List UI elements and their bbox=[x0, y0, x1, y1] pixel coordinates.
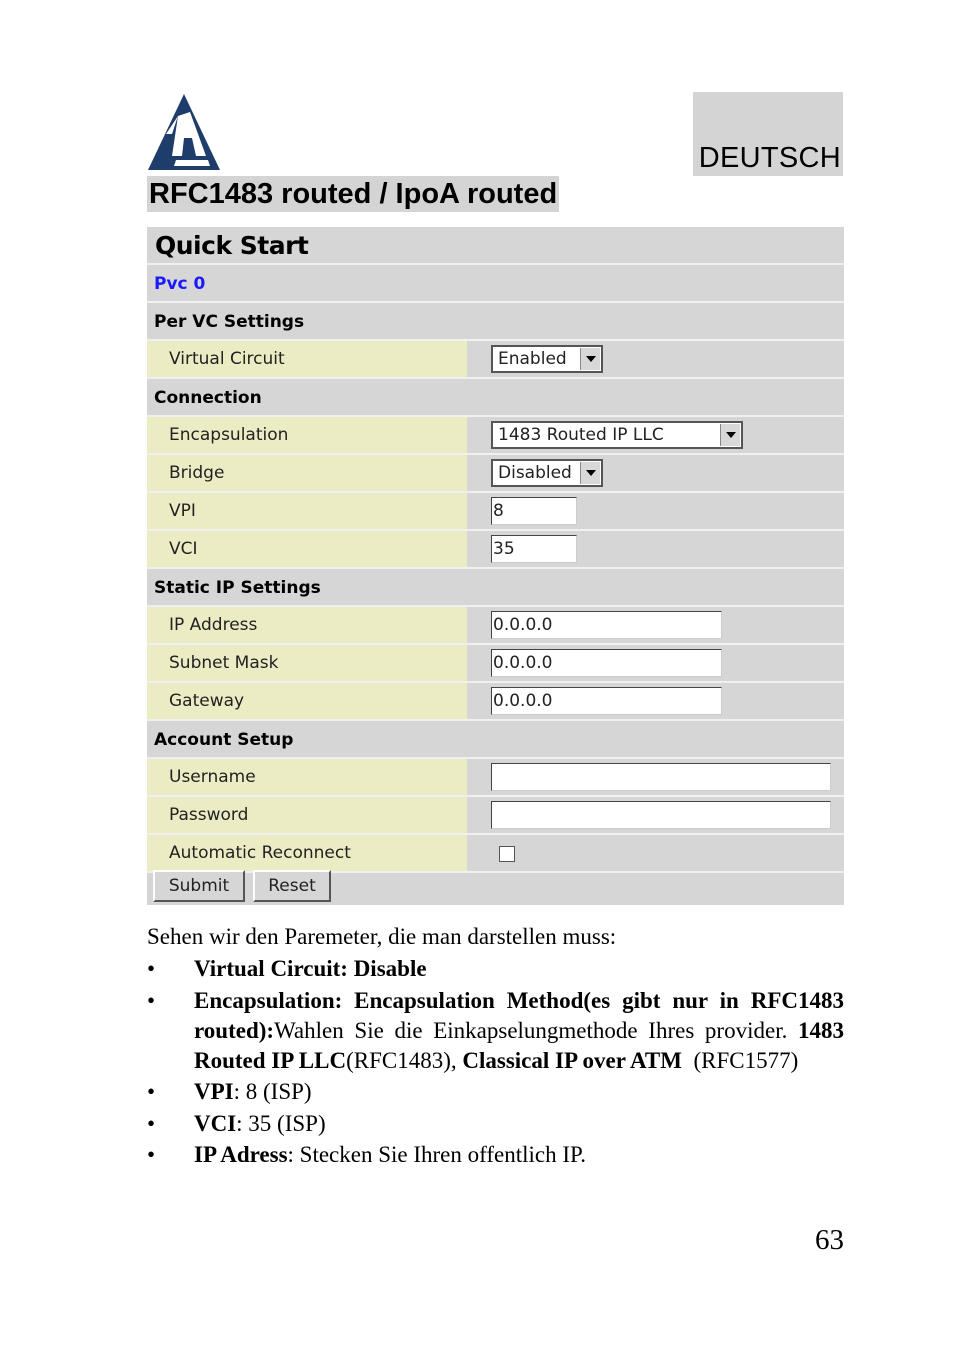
gateway-row bbox=[147, 683, 844, 721]
intro-text: Sehen wir den Paremeter, die man darstellen muss: bbox=[147, 924, 617, 949]
virtual-circuit-row bbox=[147, 341, 844, 379]
encapsulation-select[interactable] bbox=[491, 421, 743, 449]
encapsulation-row bbox=[147, 417, 844, 455]
bridge-label: Bridge bbox=[147, 455, 467, 491]
auto-reconnect-checkbox[interactable] bbox=[499, 846, 515, 862]
ip-address-row bbox=[147, 607, 844, 645]
subnet-mask-label: Subnet Mask bbox=[147, 645, 467, 681]
vpi-row bbox=[147, 493, 844, 531]
reset-button[interactable]: Reset bbox=[253, 870, 331, 902]
ip-address-input[interactable]: 0.0.0.0 bbox=[491, 611, 722, 639]
username-label: Username bbox=[147, 759, 467, 795]
quick-start-panel bbox=[147, 227, 844, 905]
list-item-bold: Virtual Circuit: Disable bbox=[194, 956, 427, 981]
list-item-bold: 1483 Routed IP LLC bbox=[194, 1017, 844, 1073]
bridge-value: Disabled bbox=[498, 463, 572, 483]
vpi-input[interactable]: 8 bbox=[491, 497, 577, 525]
auto-reconnect-label: Automatic Reconnect bbox=[147, 835, 467, 871]
virtual-circuit-value: Enabled bbox=[498, 349, 567, 369]
vci-label: VCI bbox=[147, 531, 467, 567]
connection-heading: Connection bbox=[147, 379, 844, 417]
panel-title: Quick Start bbox=[147, 227, 844, 265]
per-vc-heading: Per VC Settings bbox=[147, 303, 844, 341]
submit-button[interactable]: Submit bbox=[153, 870, 245, 902]
list-item-text: : 35 (ISP) bbox=[236, 1110, 326, 1136]
page-number: 63 bbox=[815, 1224, 844, 1256]
list-item-text: (RFC1483), bbox=[346, 1047, 463, 1073]
language-label: DEUTSCH bbox=[698, 142, 841, 174]
list-item bbox=[147, 1109, 844, 1139]
username-row bbox=[147, 759, 844, 797]
list-item-text: : 8 (ISP) bbox=[233, 1079, 312, 1104]
vci-row bbox=[147, 531, 844, 569]
vpi-label: VPI bbox=[147, 493, 467, 529]
gateway-input[interactable]: 0.0.0.0 bbox=[491, 687, 722, 715]
list-item-bold: VPI bbox=[194, 1079, 234, 1104]
username-input[interactable] bbox=[491, 763, 831, 791]
list-item bbox=[147, 1077, 844, 1107]
account-setup-heading: Account Setup bbox=[147, 721, 844, 759]
chevron-down-icon[interactable] bbox=[720, 424, 740, 446]
password-label: Password bbox=[147, 797, 467, 833]
list-item bbox=[147, 1140, 844, 1170]
virtual-circuit-label: Virtual Circuit bbox=[147, 341, 467, 377]
static-ip-heading: Static IP Settings bbox=[147, 569, 844, 607]
list-item bbox=[147, 954, 844, 984]
list-item-bold: Encapsulation: Encapsulation Method(es gibt nur in RFC1483 routed): bbox=[194, 987, 844, 1043]
subnet-mask-input[interactable]: 0.0.0.0 bbox=[491, 649, 722, 677]
section-title: RFC1483 routed / IpoA routed bbox=[149, 178, 558, 210]
chevron-down-icon[interactable] bbox=[580, 348, 600, 370]
pvc-link[interactable]: Pvc 0 bbox=[147, 265, 844, 303]
list-item-bold: Classical IP over ATM bbox=[462, 1047, 682, 1073]
vci-input[interactable]: 35 bbox=[491, 535, 577, 563]
bridge-select[interactable] bbox=[491, 459, 603, 487]
encapsulation-value: 1483 Routed IP LLC bbox=[498, 425, 664, 445]
list-item bbox=[147, 986, 844, 1076]
atlantis-logo-icon bbox=[148, 94, 220, 170]
chevron-down-icon[interactable] bbox=[580, 462, 600, 484]
bridge-row bbox=[147, 455, 844, 493]
list-item-text: : Stecken Sie Ihren offentlich IP. bbox=[287, 1142, 587, 1167]
password-input[interactable] bbox=[491, 801, 831, 829]
parameter-list bbox=[147, 954, 844, 1172]
encapsulation-label: Encapsulation bbox=[147, 417, 467, 453]
password-row bbox=[147, 797, 844, 835]
list-item-text: (RFC1577) bbox=[681, 1047, 799, 1073]
subnet-mask-row bbox=[147, 645, 844, 683]
list-item-bold: VCI bbox=[194, 1110, 237, 1136]
list-item-text: Wahlen Sie die Einkapselungmethode Ihres provider. bbox=[274, 1017, 798, 1043]
ip-address-label: IP Address bbox=[147, 607, 467, 643]
gateway-label: Gateway bbox=[147, 683, 467, 719]
list-item-bold: IP Adress bbox=[194, 1142, 288, 1167]
virtual-circuit-select[interactable] bbox=[491, 345, 603, 373]
button-row bbox=[147, 867, 844, 905]
language-box bbox=[693, 92, 843, 176]
